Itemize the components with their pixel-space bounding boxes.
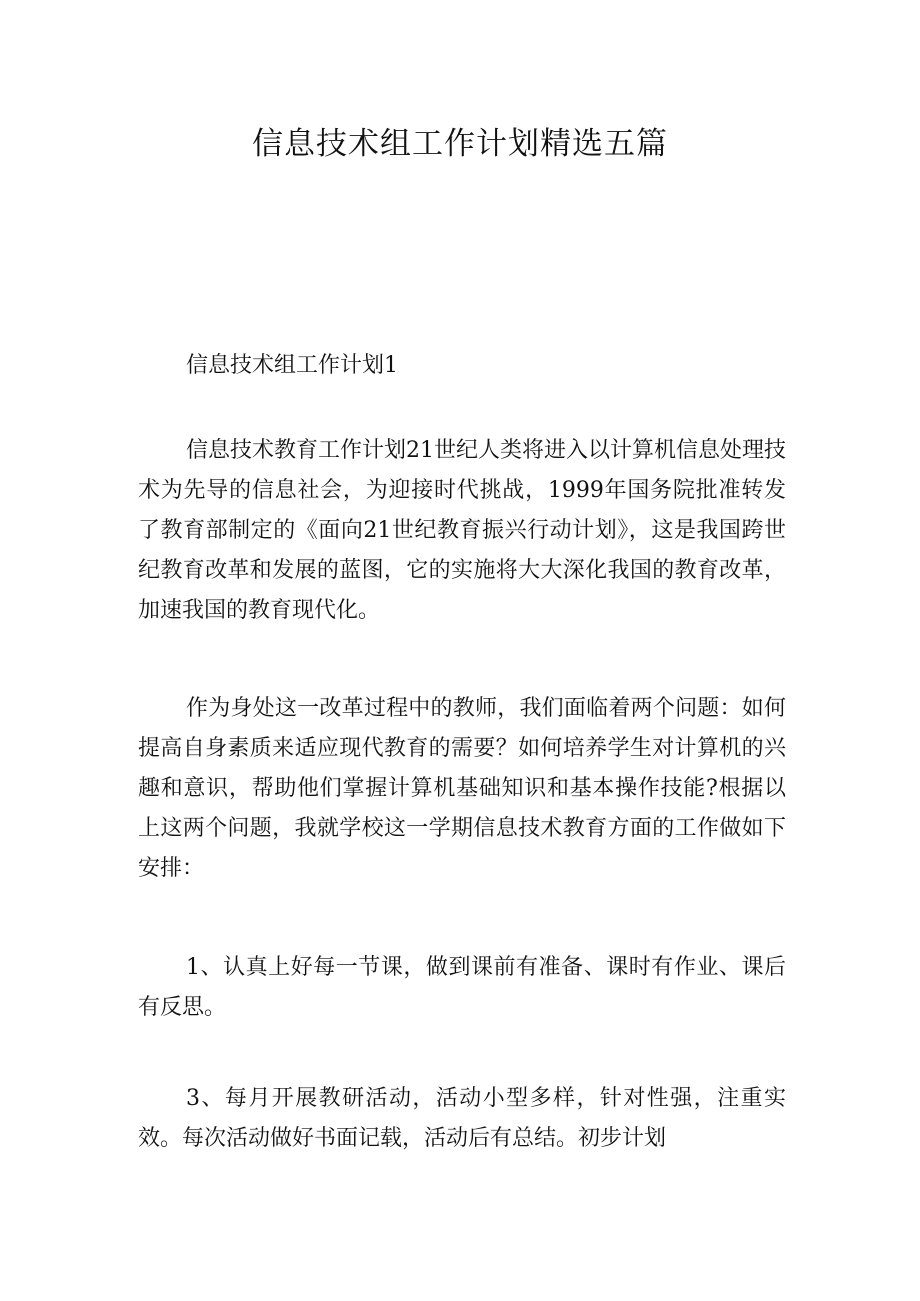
paragraph-2: 作为身处这一改革过程中的教师，我们面临着两个问题：如何提高自身素质来适应现代教育的需要？如何培养学生对计算机的兴趣和意识，帮助他们掌握计算机基础知识和基本操作技能?根据以上这两个问题，我就学校这一学期信息技术教育方面的工作做如下安排：	[138, 696, 786, 881]
section-heading: 信息技术组工作计划1	[186, 353, 398, 378]
document-title: 信息技术组工作计划精选五篇	[252, 126, 668, 162]
paragraph-1: 信息技术教育工作计划21世纪人类将进入以计算机信息处理技术为先导的信息社会，为迎接时代挑战，1999年国务院批准转发了教育部制定的《面向21世纪教育振兴行动计划》，这是我国跨世纪教育改革和发展的蓝图，它的实施将大大深化我国的教育改革，加速我国的教育现代化。	[138, 438, 786, 623]
paragraph-3: 1、认真上好每一节课，做到课前有准备、课时有作业、课后有反思。	[138, 955, 786, 1020]
paragraph-4: 3、每月开展教研活动，活动小型多样，针对性强，注重实效。每次活动做好书面记载，活动后有总结。初步计划	[138, 1086, 786, 1151]
